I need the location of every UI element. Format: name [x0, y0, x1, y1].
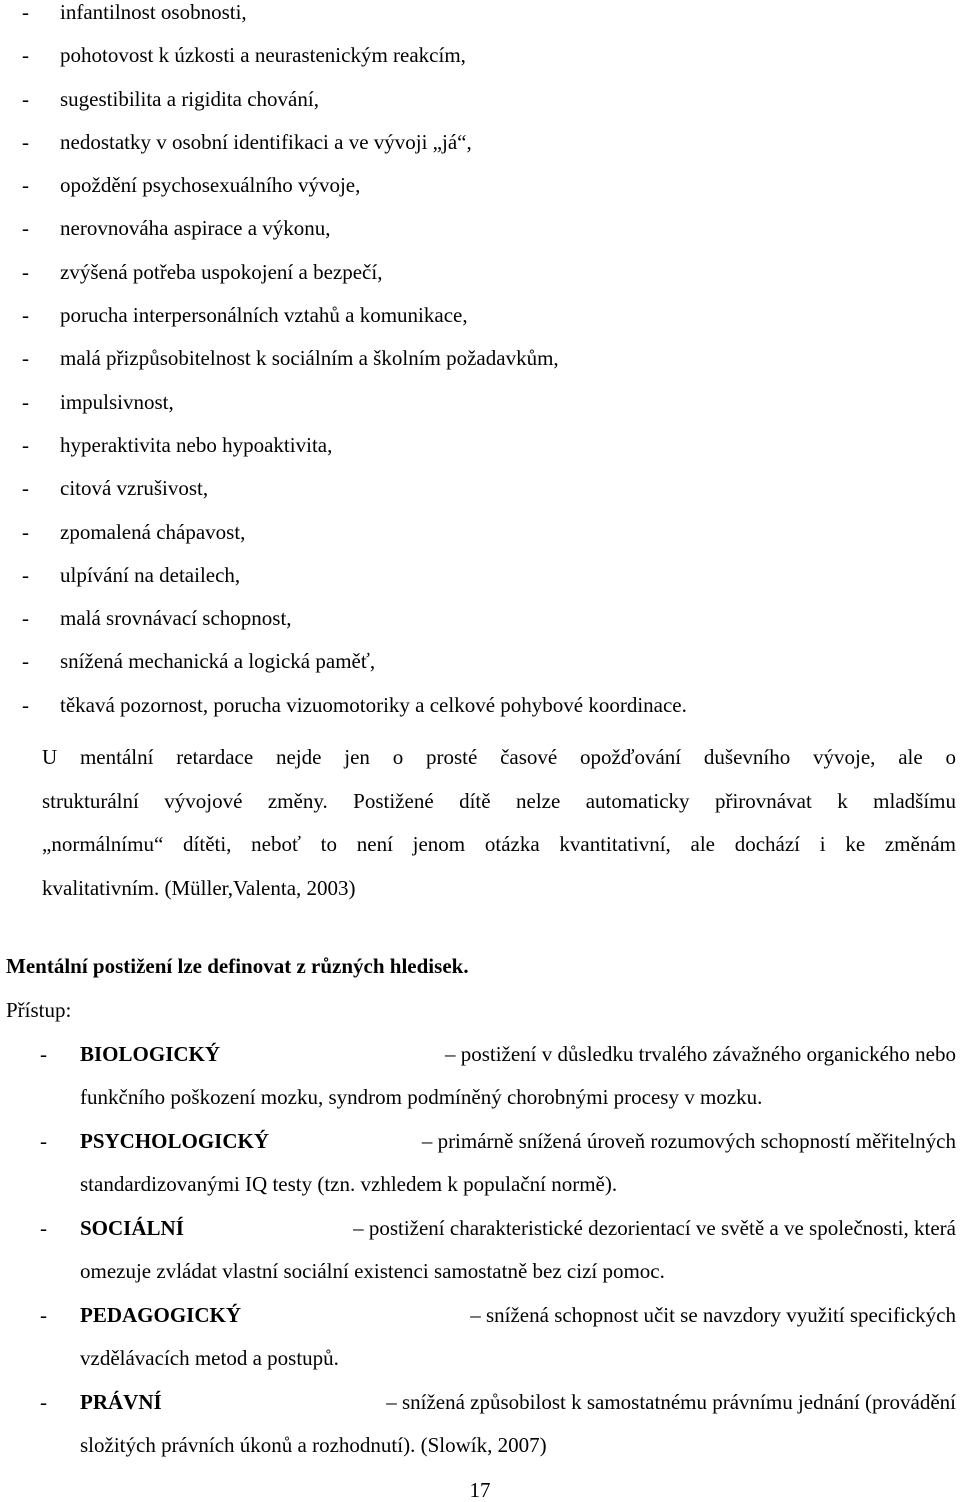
list-dash: -: [22, 606, 29, 631]
definition-first-line: [80, 1042, 956, 1066]
list-item-text: zvýšená potřeba uspokojení a bezpečí,: [60, 259, 383, 284]
list-item: [0, 0, 960, 43]
definition-first-line: [80, 1390, 956, 1414]
definition-term: SOCIÁLNÍ: [80, 1216, 184, 1240]
definition-item: [0, 1303, 960, 1390]
definition-first-line: [80, 1303, 956, 1327]
definition-first-line: [80, 1129, 956, 1153]
list-dash: -: [22, 389, 29, 414]
definition-continuation: vzdělávacích metod a postupů.: [80, 1346, 339, 1370]
list-dash: -: [22, 216, 29, 241]
list-item-text: hyperaktivita nebo hypoaktivita,: [60, 432, 333, 457]
list-item: [0, 87, 960, 130]
definition-item: [0, 1216, 960, 1303]
list-dash: -: [22, 519, 29, 544]
list-dash: -: [22, 432, 29, 457]
list-item: [0, 693, 960, 736]
list-dash: -: [22, 346, 29, 371]
list-item: [0, 216, 960, 259]
paragraph-line: strukturální vývojové změny. Postižené dítě nelze automaticky přirovnávat k mladšímu: [42, 788, 956, 813]
list-dash: -: [40, 1129, 47, 1153]
paragraph-line: U mentální retardace nejde jen o prosté časové opožďování duševního vývoje, ale o: [42, 745, 956, 769]
list-item: [0, 130, 960, 173]
paragraph-line: „normálnímu“ dítěti, neboť to není jenom otázka kvantitativní, ale dochází i ke změnám: [42, 832, 956, 856]
list-item: [0, 346, 960, 389]
definition-text: – snížená schopnost učit se navzdory využití specifických: [470, 1303, 956, 1327]
list-item: [0, 433, 960, 476]
list-dash: -: [22, 0, 29, 24]
definition-term: PRÁVNÍ: [80, 1390, 162, 1414]
list-dash: -: [22, 173, 29, 198]
list-dash: -: [22, 303, 29, 328]
definition-continuation: funkčního poškození mozku, syndrom podmíněný chorobnými procesy v mozku.: [80, 1085, 763, 1109]
definition-item: [0, 1129, 960, 1216]
definition-continuation: složitých právních úkonů a rozhodnutí). (Slowík, 2007): [80, 1433, 547, 1457]
list-dash: -: [22, 562, 29, 587]
definition-list: [0, 1042, 960, 1477]
list-item: [0, 260, 960, 303]
list-item-text: snížená mechanická a logická paměť,: [60, 649, 376, 674]
definition-text: – snížená způsobilost k samostatnému právnímu jednání (provádění: [386, 1390, 956, 1414]
list-item-text: malá srovnávací schopnost,: [60, 606, 292, 631]
paragraph-line: kvalitativním. (Müller,Valenta, 2003): [42, 875, 356, 900]
definition-term: PEDAGOGICKÝ: [80, 1303, 242, 1327]
list-dash: -: [22, 692, 29, 717]
list-item: [0, 390, 960, 433]
definition-term: BIOLOGICKÝ: [80, 1042, 221, 1066]
body-paragraph: [22, 736, 956, 910]
page-number: 17: [469, 1478, 491, 1502]
definition-continuation: standardizovanými IQ testy (tzn. vzhledem k populační normě).: [80, 1172, 618, 1196]
list-dash: -: [40, 1042, 47, 1066]
definition-item: [0, 1390, 960, 1477]
list-item-text: pohotovost k úzkosti a neurastenickým reakcím,: [60, 43, 466, 68]
list-item: [0, 520, 960, 563]
list-item: [0, 649, 960, 692]
list-item: [0, 606, 960, 649]
list-item: [0, 303, 960, 346]
definition-text: – postižení v důsledku trvalého závažného organického nebo: [444, 1042, 956, 1066]
approach-label: Přístup:: [6, 998, 72, 1022]
list-item-text: těkavá pozornost, porucha vizuomotoriky a celkové pohybové koordinace.: [60, 692, 687, 717]
definition-continuation: omezuje zvládat vlastní sociální existenci samostatně bez cizí pomoc.: [80, 1259, 665, 1283]
list-dash: -: [22, 259, 29, 284]
list-item-text: nedostatky v osobní identifikaci a ve vývoji „já“,: [60, 129, 472, 154]
list-dash: -: [22, 86, 29, 111]
list-item-text: impulsivnost,: [60, 389, 174, 414]
definition-text: – postižení charakteristické dezorientací ve světě a ve společnosti, která: [353, 1216, 956, 1240]
list-dash: -: [40, 1390, 47, 1414]
list-dash: -: [22, 476, 29, 501]
list-dash: -: [22, 129, 29, 154]
list-item-text: porucha interpersonálních vztahů a komunikace,: [60, 303, 468, 328]
list-item-text: nerovnováha aspirace a výkonu,: [60, 216, 331, 241]
list-dash: -: [22, 43, 29, 68]
list-dash: -: [22, 649, 29, 674]
definition-text: – primárně snížená úroveň rozumových schopností měřitelných: [421, 1129, 956, 1153]
list-item-text: zpomalená chápavost,: [60, 519, 246, 544]
definition-first-line: [80, 1216, 956, 1240]
section-heading: Mentální postižení lze definovat z různých hledisek.: [6, 954, 469, 978]
list-item: [0, 563, 960, 606]
list-item-text: ulpívání na detailech,: [60, 562, 241, 587]
definition-term: PSYCHOLOGICKÝ: [80, 1129, 270, 1153]
list-dash: -: [40, 1216, 47, 1240]
list-item: [0, 476, 960, 519]
symptom-list: [0, 0, 960, 736]
list-dash: -: [40, 1303, 47, 1327]
list-item: [0, 173, 960, 216]
list-item-text: infantilnost osobnosti,: [60, 0, 247, 24]
definition-item: [0, 1042, 960, 1129]
list-item-text: citová vzrušivost,: [60, 476, 209, 501]
list-item-text: opoždění psychosexuálního vývoje,: [60, 173, 361, 198]
list-item-text: sugestibilita a rigidita chování,: [60, 86, 319, 111]
list-item-text: malá přizpůsobitelnost k sociálním a školním požadavkům,: [60, 346, 559, 371]
list-item: [0, 43, 960, 86]
